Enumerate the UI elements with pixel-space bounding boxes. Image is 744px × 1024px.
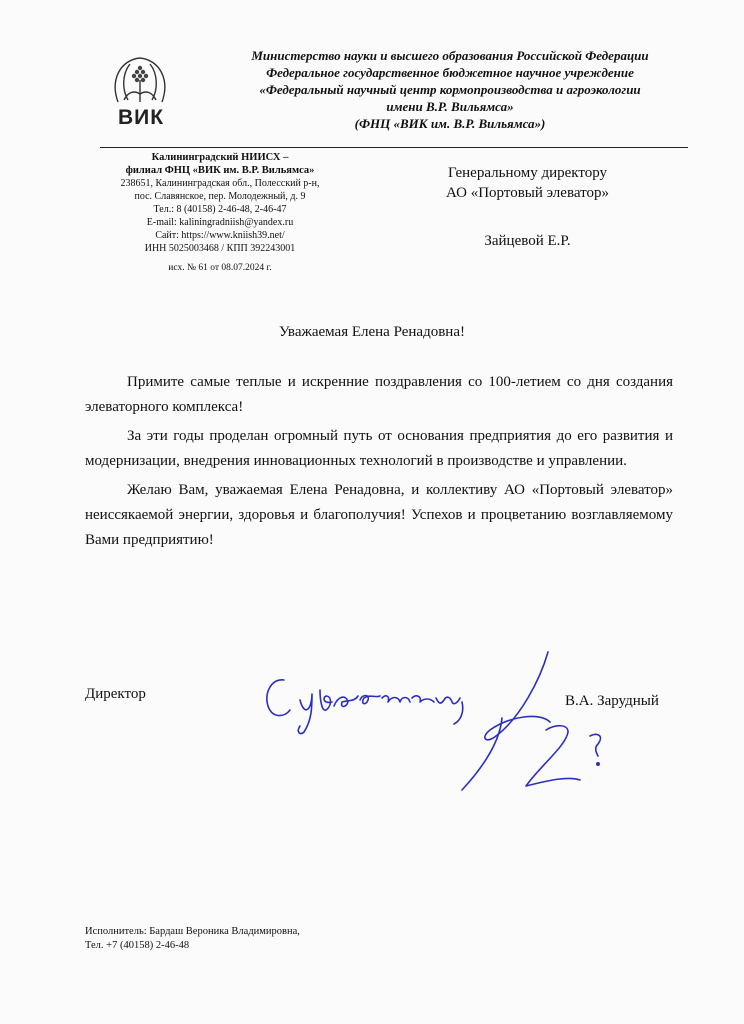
letter-body [85, 370, 673, 557]
signatory-name: В.А. Зарудный [565, 693, 659, 709]
header-line: Федеральное государственное бюджетное научное учреждение [266, 65, 634, 80]
header-divider [100, 147, 688, 148]
addressee-position-line: АО «Портовый элеватор» [446, 185, 609, 201]
body-paragraph: Примите самые теплые и искренние поздравления со 100-летием со дня создания элеваторного комплекса! [85, 374, 673, 415]
executor-info [85, 925, 300, 953]
header-line: Министерство науки и высшего образования Российской Федерации [251, 48, 649, 63]
executor-name: Исполнитель: Бардаш Вероника Владимировна, [85, 926, 300, 937]
outgoing-reference: исх. № 61 от 08.07.2024 г. [168, 263, 272, 273]
branch-phone: Тел.: 8 (40158) 2-46-48, 2-46-47 [153, 204, 287, 215]
body-paragraph: Желаю Вам, уважаемая Елена Ренадовна, и коллективу АО «Портовый элеватор» неиссякаемой энергии, здоровья и благополучия! Успехов и процветанию возглавляемому Вами предприятию! [85, 482, 673, 548]
branch-address-line: 238651, Калининградская обл., Полесский р-н, [120, 178, 320, 189]
organization-header [200, 47, 700, 132]
signatory-title: Директор [85, 686, 146, 702]
header-line: «Федеральный научный центр кормопроизводства и агроэкологии [259, 82, 641, 97]
branch-address-line: пос. Славянское, пер. Молодежный, д. 9 [134, 191, 306, 202]
letter-greeting: Уважаемая Елена Ренадовна! [279, 324, 465, 340]
branch-inn: ИНН 5025003468 / КПП 392243001 [144, 243, 296, 254]
branch-name-line: филиал ФНЦ «ВИК им. В.Р. Вильямса» [125, 165, 315, 176]
logo-text: ВИК [117, 106, 165, 129]
branch-name-line: Калининградский НИИСХ – [151, 152, 289, 163]
executor-phone: Тел. +7 (40158) 2-46-48 [85, 940, 190, 951]
addressee-name: Зайцевой Е.Р. [484, 233, 571, 249]
addressee-position-line: Генеральному директору [447, 165, 608, 181]
branch-site: Сайт: https://www.kniish39.net/ [155, 230, 285, 241]
addressee-position [400, 163, 655, 203]
body-paragraph: За эти годы проделан огромный путь от основания предприятия до его развития и модернизации, внедрения инновационных технологий в производстве и управлении. [85, 428, 673, 469]
header-line: имени В.Р. Вильямса» [386, 99, 514, 114]
handwritten-signature [250, 640, 620, 800]
header-line: (ФНЦ «ВИК им. В.Р. Вильямса») [354, 116, 546, 131]
branch-details [100, 151, 340, 255]
branch-email: E-mail: kaliningradniish@yandex.ru [146, 217, 294, 228]
